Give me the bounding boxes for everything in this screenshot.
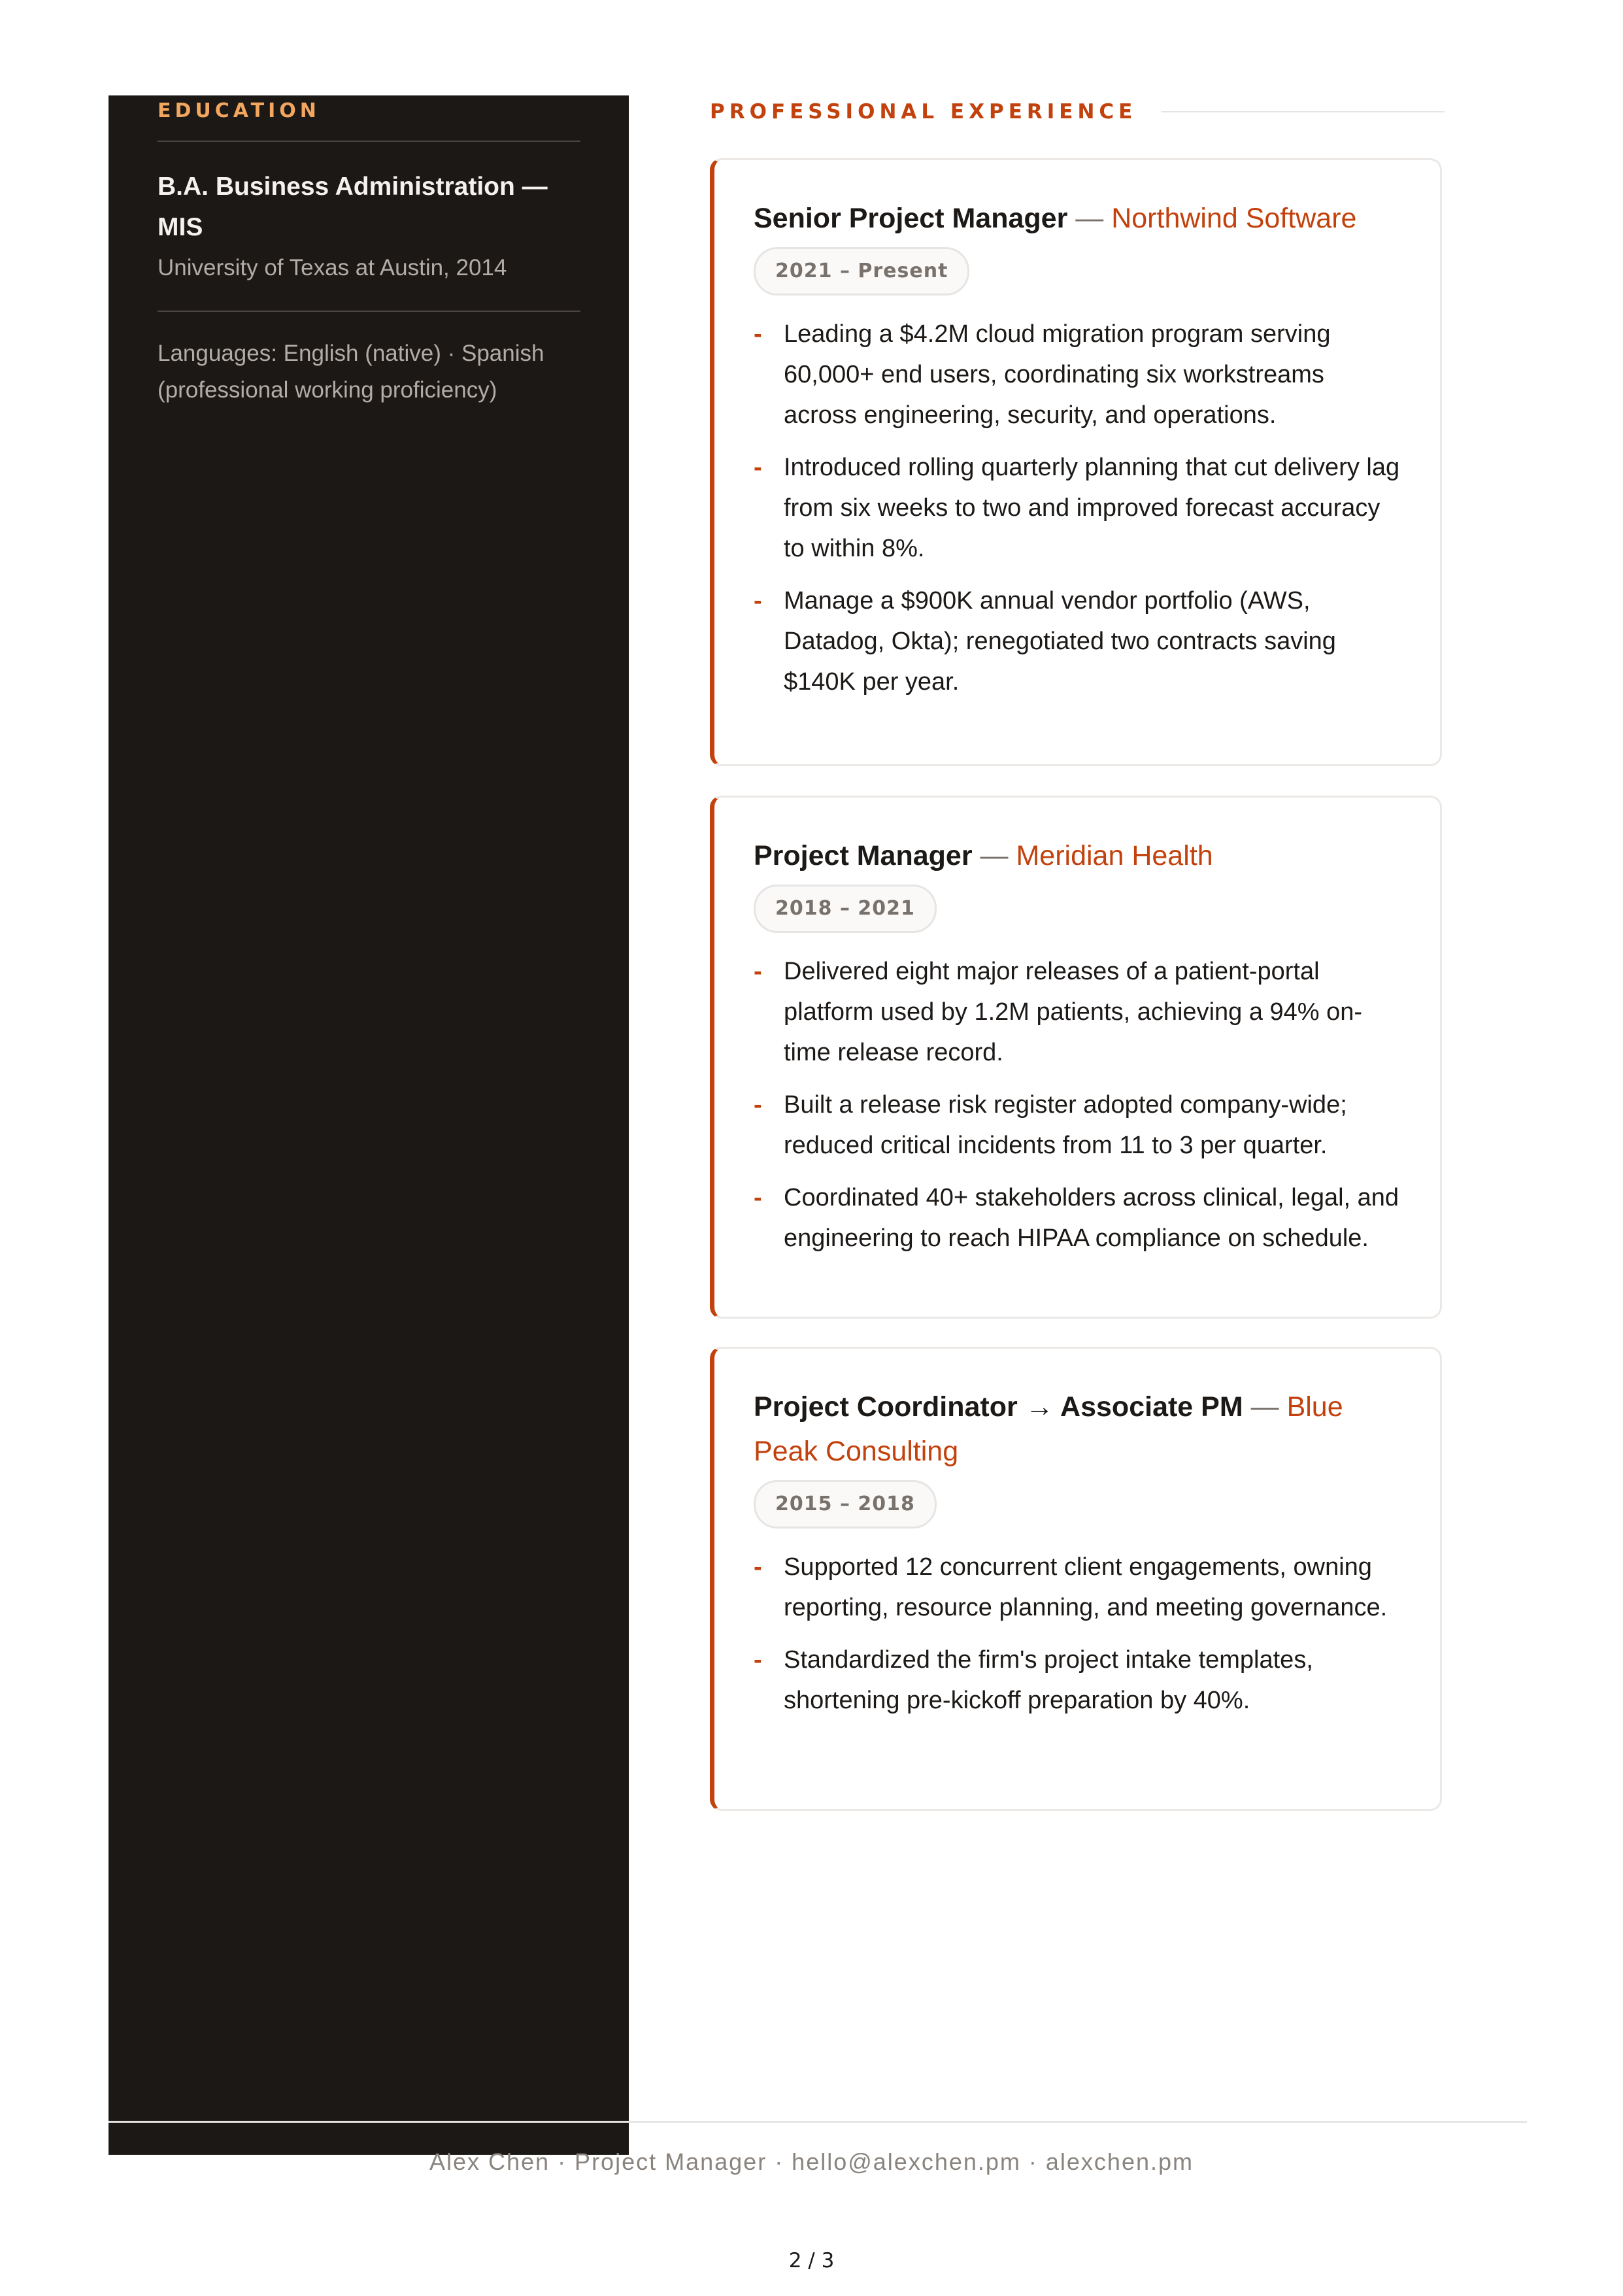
bullet-text: Delivered eight major releases of a patient-portal platform used by 1.2M patients, achieving a 94% on-time release record.: [784, 958, 1363, 1066]
bullet-text: Leading a $4.2M cloud migration program serving 60,000+ end users, coordinating six workstreams across engineering, security, and operations.: [784, 320, 1331, 429]
job-heading: [754, 1385, 1401, 1474]
job-company: Northwind Software: [1111, 203, 1357, 234]
footer-contact: Alex Chen · Project Manager · hello@alexchen.pm · alexchen.pm: [429, 2148, 1194, 2175]
languages-text: Languages: English (native) · Spanish (professional working proficiency): [158, 341, 544, 403]
job-separator: —: [1075, 203, 1104, 234]
date-badge: 2021 – Present: [754, 247, 969, 295]
bullet-item: [754, 1085, 1401, 1166]
job-role: Project Manager: [754, 840, 973, 871]
bullet-list: [754, 951, 1401, 1258]
job-separator: —: [980, 840, 1009, 871]
bullet-item: [754, 1547, 1401, 1628]
section-divider: [1162, 111, 1445, 112]
dash-icon: -: [754, 587, 762, 615]
job-role: Project Coordinator → Associate PM: [754, 1391, 1243, 1423]
bullet-item: [754, 1177, 1401, 1258]
bullet-text: Supported 12 concurrent client engagements, owning reporting, resource planning, and meeting governance.: [784, 1553, 1388, 1621]
bullet-text: Standardized the firm's project intake templates, shortening pre-kickoff preparation by 40%.: [784, 1646, 1313, 1714]
dash-icon: -: [754, 958, 762, 985]
experience-section: [710, 95, 1445, 1714]
section-title: PROFESSIONAL EXPERIENCE: [710, 100, 1137, 124]
education-heading: EDUCATION: [158, 99, 320, 122]
dash-icon: -: [754, 320, 762, 348]
dash-icon: -: [754, 1553, 762, 1581]
bullet-list: [754, 314, 1401, 702]
bullet-text: Built a release risk register adopted company-wide; reduced critical incidents from 11 to 3 per quarter.: [784, 1091, 1347, 1159]
page-number: 2 / 3: [788, 2249, 835, 2272]
bullet-item: [754, 447, 1401, 569]
school-name: University of Texas at Austin, 2014: [158, 255, 507, 280]
footer-divider: [109, 2121, 1527, 2123]
bullet-list: [754, 1547, 1401, 1721]
job-card-bluepeak: [710, 1347, 1442, 1811]
job-heading: [754, 834, 1401, 878]
section-header: [710, 95, 1445, 128]
divider: [158, 141, 580, 142]
date-badge: 2018 – 2021: [754, 885, 937, 933]
degree-title: B.A. Business Administration — MIS: [158, 173, 548, 241]
bullet-text: Coordinated 40+ stakeholders across clinical, legal, and engineering to reach HIPAA compliance on schedule.: [784, 1184, 1399, 1252]
dash-icon: -: [754, 1184, 762, 1211]
job-heading: [754, 196, 1401, 241]
bullet-text: Manage a $900K annual vendor portfolio (AWS, Datadog, Okta); renegotiated two contracts saving $140K per year.: [784, 587, 1336, 696]
bullet-item: [754, 581, 1401, 702]
job-card-meridian: [710, 796, 1442, 1319]
job-separator: —: [1250, 1391, 1279, 1423]
sidebar: [109, 95, 629, 2155]
job-company: Meridian Health: [1016, 840, 1213, 871]
job-card-northwind: [710, 158, 1442, 766]
job-role: Senior Project Manager: [754, 203, 1068, 234]
date-badge: 2015 – 2018: [754, 1480, 937, 1528]
bullet-item: [754, 951, 1401, 1073]
bullet-item: [754, 314, 1401, 435]
education-section: [158, 95, 580, 409]
bullet-item: [754, 1640, 1401, 1721]
dash-icon: -: [754, 1646, 762, 1674]
bullet-text: Introduced rolling quarterly planning that cut delivery lag from six weeks to two and improved forecast accuracy to within 8%.: [784, 454, 1400, 562]
divider: [158, 311, 580, 312]
dash-icon: -: [754, 454, 762, 481]
dash-icon: -: [754, 1091, 762, 1119]
job-company: Blue Peak Consulting: [754, 1391, 1343, 1467]
